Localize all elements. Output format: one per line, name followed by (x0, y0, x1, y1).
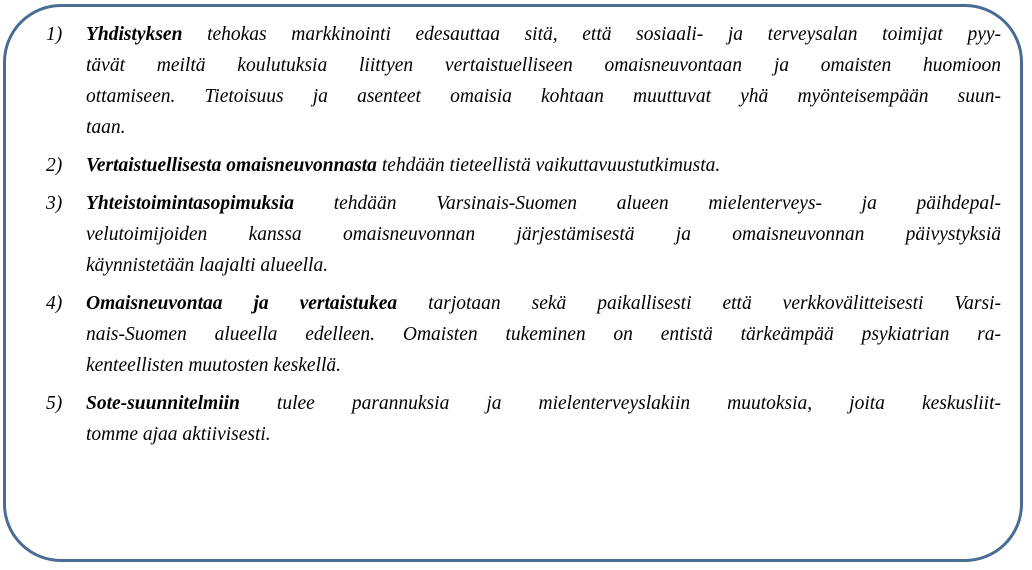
item-line: tomme ajaa aktiivisesti. (86, 424, 271, 445)
item-lead: Vertaistuellisesta omaisneuvonnasta (86, 155, 377, 176)
item-line (86, 188, 1001, 219)
item-line: kenteellisten muutosten keskellä. (86, 355, 342, 376)
item-number: 2) (46, 155, 63, 176)
item-lead: Yhdistyksen (86, 24, 183, 45)
item-number: 5) (46, 393, 63, 414)
item-line: velutoimijoiden kanssa omaisneuvonnan järjestämisestä ja omaisneuvonnan päivystyksiä (86, 224, 1001, 245)
list-item (46, 19, 1001, 143)
item-lead: Omaisneuvontaa ja vertaistukea (86, 293, 398, 314)
list-item (46, 150, 1001, 181)
item-number: 3) (46, 193, 63, 214)
item-lead: Sote-suunnitelmiin (86, 393, 240, 414)
item-line: taan. (86, 117, 126, 138)
item-line (86, 288, 1001, 319)
goals-list (46, 19, 1001, 456)
item-line: nais-Suomen alueella edelleen. Omaisten tukeminen on entistä tärkeämpää psykiatrian ra- (86, 324, 1001, 345)
item-number: 4) (46, 293, 63, 314)
item-text: tarjotaan sekä paikallisesti että verkkovälitteisesti Varsi- (428, 293, 1001, 314)
item-line: tävät meiltä koulutuksia liittyen vertaistuelliseen omaisneuvontaan ja omaisten huomioon (86, 55, 1001, 76)
item-line: käynnistetään laajalti alueella. (86, 255, 329, 276)
list-item (46, 188, 1001, 281)
item-line (86, 19, 1001, 50)
item-text: tehdään Varsinais-Suomen alueen mielenterveys- ja päihdepal- (333, 193, 1001, 214)
item-line (86, 150, 1001, 181)
item-text: tehdään tieteellistä vaikuttavuustutkimusta. (381, 155, 721, 176)
item-text: tulee parannuksia ja mielenterveyslakiin muutoksia, joita keskusliit- (276, 393, 1001, 414)
list-item (46, 388, 1001, 450)
item-line: ottamiseen. Tietoisuus ja asenteet omaisia kohtaan muuttuvat yhä myönteisempään suun- (86, 86, 1001, 107)
item-lead: Yhteistoimintasopimuksia (86, 193, 295, 214)
list-item (46, 288, 1001, 381)
item-line (86, 388, 1001, 419)
item-text: tehokas markkinointi edesauttaa sitä, että sosiaali- ja terveysalan toimijat pyy- (207, 24, 1002, 45)
item-number: 1) (46, 24, 63, 45)
